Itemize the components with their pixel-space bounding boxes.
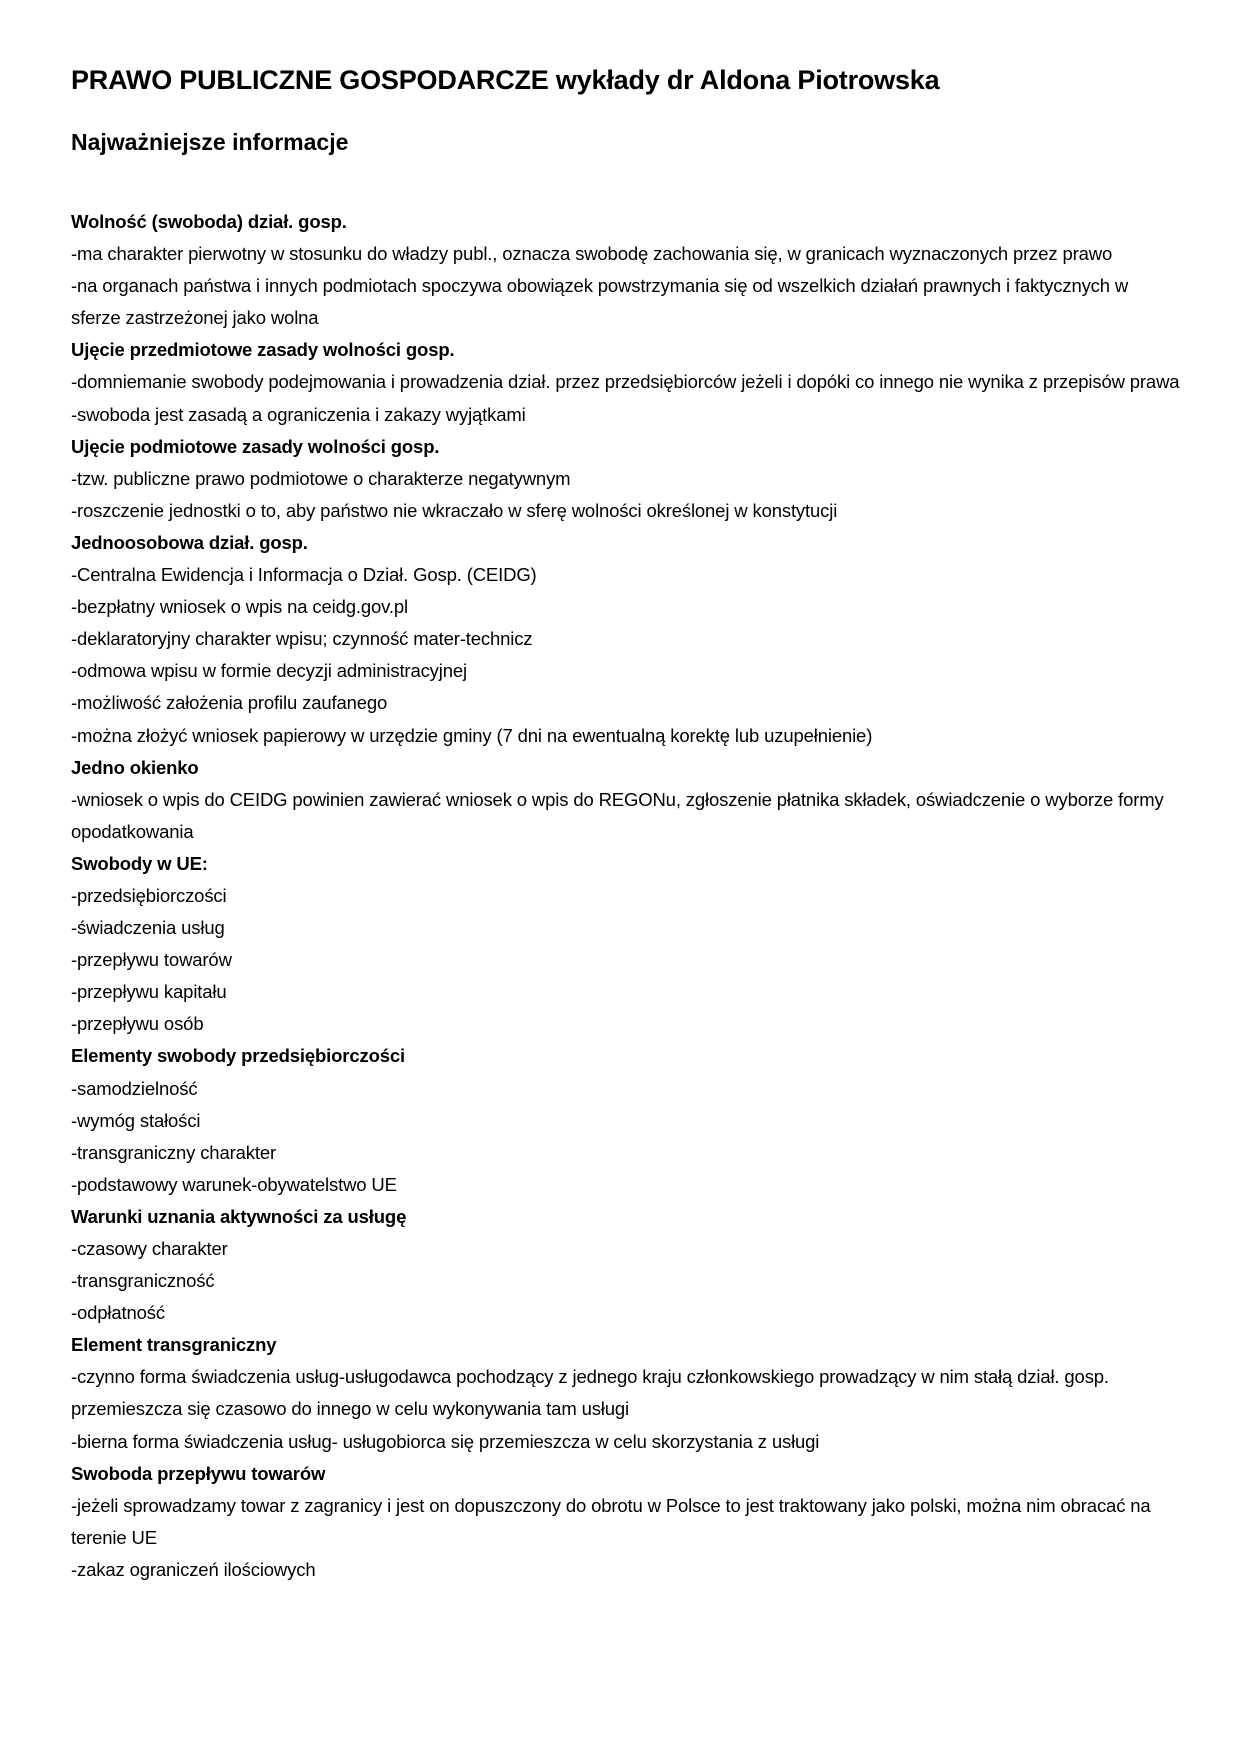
document-page <box>71 58 1181 1586</box>
bullet-line: -zakaz ograniczeń ilościowych <box>71 1558 316 1580</box>
bullet-line: -wymóg stałości <box>71 1109 201 1131</box>
section-jedno-okienko <box>71 752 1181 848</box>
bullet-line: -bierna forma świadczenia usług- usługobiorca się przemieszcza w celu skorzystania z usługi <box>71 1430 820 1452</box>
bullet-line: -na organach państwa i innych podmiotach spoczywa obowiązek powstrzymania się od wszelkich działań prawnych i faktycznych w sferze zastrzeżonej jako wolna <box>71 275 1129 329</box>
bullet-line: -samodzielność <box>71 1077 198 1099</box>
bullet-line: -można złożyć wniosek papierowy w urzędzie gminy (7 dni na ewentualną korektę lub uzupełnienie) <box>71 724 873 746</box>
bullet-line: -przedsiębiorczości <box>71 884 227 906</box>
section-warunki-uslugi <box>71 1201 1181 1329</box>
section-heading: Jedno okienko <box>71 756 199 778</box>
bullet-line: -tzw. publiczne prawo podmiotowe o charakterze negatywnym <box>71 467 571 489</box>
document-subtitle: Najważniejsze informacje <box>71 129 349 155</box>
section-ujecie-przedmiotowe <box>71 334 1181 430</box>
bullet-line: -transgraniczny charakter <box>71 1141 276 1163</box>
bullet-line: -świadczenia usług <box>71 917 225 939</box>
document-title: PRAWO PUBLICZNE GOSPODARCZE wykłady dr Aldona Piotrowska <box>71 65 940 95</box>
sections-container <box>71 206 1181 1586</box>
section-heading: Warunki uznania aktywności za usługę <box>71 1205 407 1227</box>
bullet-line: -deklaratoryjny charakter wpisu; czynność mater-technicz <box>71 628 533 650</box>
bullet-line: -Centralna Ewidencja i Informacja o Dział. Gosp. (CEIDG) <box>71 564 537 586</box>
section-swobody-ue <box>71 848 1181 1041</box>
bullet-line: -podstawowy warunek-obywatelstwo UE <box>71 1173 397 1195</box>
section-heading: Element transgraniczny <box>71 1334 277 1356</box>
bullet-line: -przepływu osób <box>71 1013 204 1035</box>
section-element-transgraniczny <box>71 1329 1181 1457</box>
section-heading: Swoboda przepływu towarów <box>71 1462 326 1484</box>
bullet-line: -przepływu kapitału <box>71 981 227 1003</box>
bullet-line: -wniosek o wpis do CEIDG powinien zawierać wniosek o wpis do REGONu, zgłoszenie płatnika składek, oświadczenie o wyborze formy opodatkowania <box>71 788 1164 842</box>
section-heading: Jednoosobowa dział. gosp. <box>71 531 308 553</box>
section-heading: Ujęcie podmiotowe zasady wolności gosp. <box>71 435 440 457</box>
section-wolnosc <box>71 206 1181 334</box>
bullet-line: -czasowy charakter <box>71 1238 228 1259</box>
bullet-line: -czynno forma świadczenia usług-usługodawca pochodzący z jednego kraju członkowskiego prowadzący w nim stałą dział. gosp. przemieszcza się czasowo do innego w celu wykonywania tam usługi <box>71 1366 1109 1420</box>
section-elementy-swobody <box>71 1040 1181 1200</box>
bullet-line: -transgraniczność <box>71 1270 215 1292</box>
bullet-line: -ma charakter pierwotny w stosunku do władzy publ., oznacza swobodę zachowania się, w granicach wyznaczonych przez prawo <box>71 243 1113 265</box>
bullet-line: -swoboda jest zasadą a ograniczenia i zakazy wyjątkami <box>71 403 526 425</box>
section-heading: Wolność (swoboda) dział. gosp. <box>71 211 347 232</box>
bullet-line: -bezpłatny wniosek o wpis na ceidg.gov.pl <box>71 596 408 618</box>
bullet-line: -przepływu towarów <box>71 949 232 971</box>
section-heading: Swobody w UE: <box>71 852 208 874</box>
section-ujecie-podmiotowe <box>71 431 1181 527</box>
bullet-line: -odpłatność <box>71 1302 165 1324</box>
section-przeplyw-towarow <box>71 1458 1181 1586</box>
section-heading: Elementy swobody przedsiębiorczości <box>71 1045 406 1067</box>
section-jednoosobowa <box>71 527 1181 752</box>
bullet-line: -odmowa wpisu w formie decyzji administracyjnej <box>71 660 467 682</box>
bullet-line: -domniemanie swobody podejmowania i prowadzenia dział. przez przedsiębiorców jeżeli i dopóki co innego nie wynika z przepisów prawa <box>71 371 1180 393</box>
section-heading: Ujęcie przedmiotowe zasady wolności gosp. <box>71 339 455 361</box>
bullet-line: -jeżeli sprowadzamy towar z zagranicy i jest on dopuszczony do obrotu w Polsce to jest traktowany jako polski, można nim obracać na terenie UE <box>71 1494 1151 1548</box>
bullet-line: -roszczenie jednostki o to, aby państwo nie wkraczało w sferę wolności określonej w konstytucji <box>71 499 838 521</box>
bullet-line: -możliwość założenia profilu zaufanego <box>71 692 388 714</box>
